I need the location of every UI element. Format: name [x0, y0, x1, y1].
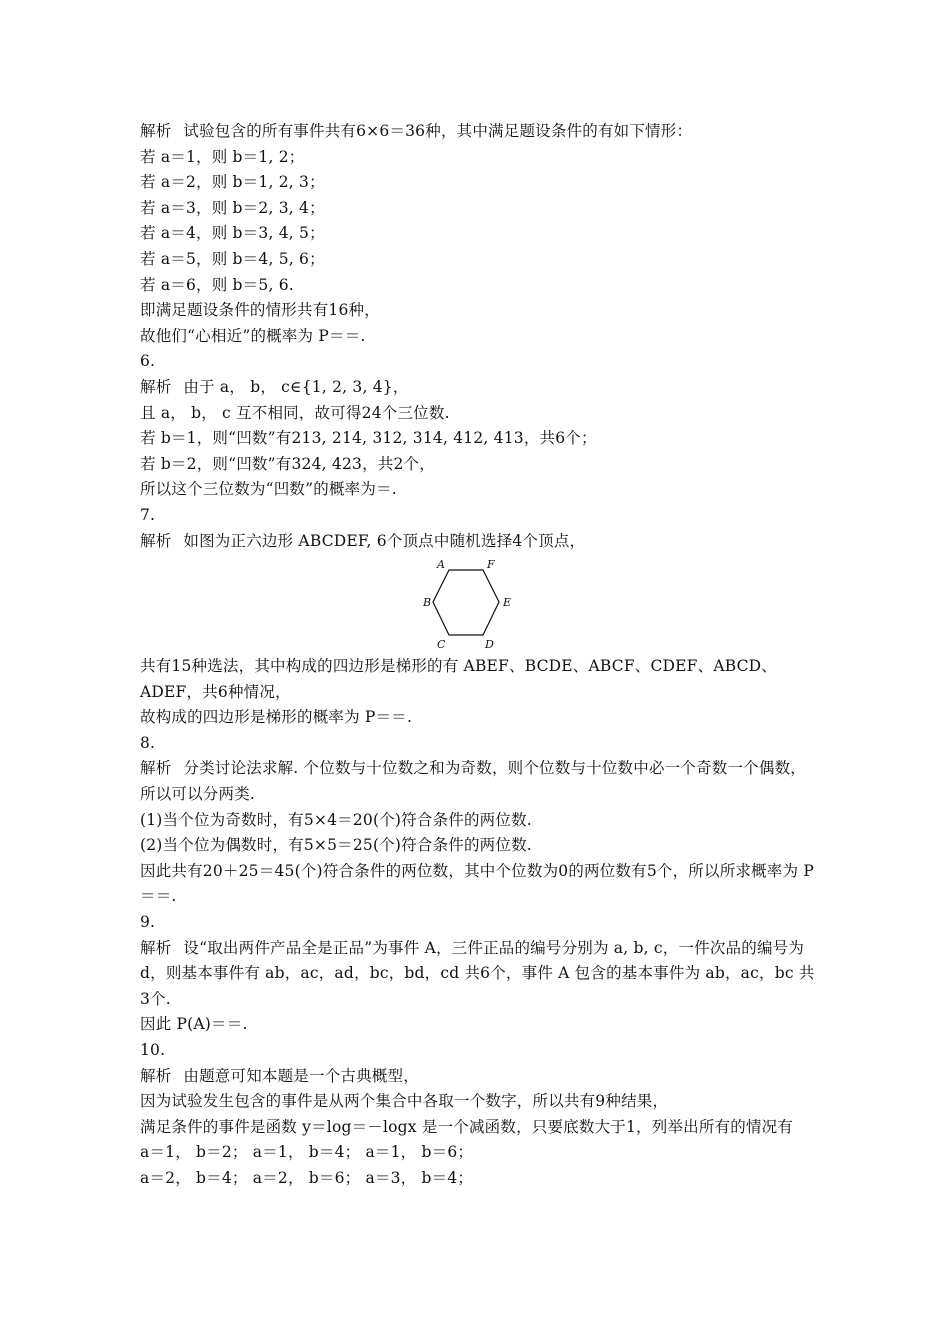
- vertex-label-f: F: [487, 558, 495, 572]
- s5-intro: [140, 119, 816, 145]
- s7-text: 如图为正六边形 ABCDEF, 6个顶点中随机选择4个顶点，: [183, 531, 586, 550]
- s5-case: 若 a＝6，则 b＝5, 6.: [140, 275, 294, 294]
- hexagon-shape: [433, 570, 499, 635]
- hexagon-figure: [140, 554, 816, 654]
- hexagon-diagram: [423, 558, 523, 650]
- s5-conclusion: 故他们“心相近”的概率为 P＝＝.: [140, 326, 366, 345]
- s8-text: 分类讨论法求解. 个位数与十位数之和为奇数，则个位数与十位数中必一个奇数一个偶数，所以可以分两类.: [140, 759, 806, 804]
- analysis-label: 解析: [140, 531, 172, 550]
- s5-summary: 即满足题设条件的情形共有16种，: [140, 301, 380, 320]
- s9-intro: [140, 936, 816, 1013]
- s8-line: (1)当个位为奇数时，有5×4＝20(个)符合条件的两位数.: [140, 810, 532, 829]
- vertex-label-c: C: [437, 638, 446, 651]
- analysis-label: 解析: [140, 122, 172, 140]
- s5-text: 试验包含的所有事件共有6×6＝36种，其中满足题设条件的有如下情形：: [183, 122, 693, 140]
- s6-line: 若 b＝1，则“凹数”有213, 214, 312, 314, 412, 413，共6个；: [140, 429, 597, 448]
- s5-case: 若 a＝2，则 b＝1, 2, 3；: [140, 173, 325, 192]
- s6-number: 6.: [140, 352, 156, 371]
- analysis-label: 解析: [140, 377, 172, 396]
- s9-number: 9.: [140, 913, 156, 932]
- vertex-label-a: A: [437, 558, 445, 572]
- vertex-label-b: B: [423, 596, 432, 610]
- s7-intro: [140, 529, 816, 555]
- s9-text: 设“取出两件产品全是正品”为事件 A，三件正品的编号分别为 a, b, c，一件次品的编号为 d，则基本事件有 ab，ac，ad，bc，bd，cd 共6个，事件 A 包含的基本事件为 ab，ac，bc 共3个.: [140, 938, 815, 1008]
- s6-line: 若 b＝2，则“凹数”有324, 423，共2个，: [140, 454, 435, 473]
- analysis-label: 解析: [140, 938, 172, 957]
- s10-line: a＝2， b＝4； a＝2， b＝6； a＝3， b＝4；: [140, 1168, 474, 1187]
- s9-conclusion: 因此 P(A)＝＝.: [140, 1015, 248, 1034]
- s6-text: 由于 a， b， c∈{1, 2, 3, 4}，: [183, 377, 409, 396]
- s5-case: 若 a＝4，则 b＝3, 4, 5；: [140, 224, 325, 243]
- s10-line: 因为试验发生包含的事件是从两个集合中各取一个数字，所以共有9种结果，: [140, 1092, 669, 1111]
- vertex-label-d: D: [485, 638, 494, 651]
- s5-case: 若 a＝5，则 b＝4, 5, 6；: [140, 249, 325, 268]
- s10-number: 10.: [140, 1041, 166, 1059]
- analysis-label: 解析: [140, 1066, 172, 1085]
- s8-line: 因此共有20＋25＝45(个)符合条件的两位数，其中个位数为0的两位数有5个，所以所求概率为 P＝＝.: [140, 861, 814, 906]
- solution-page: [140, 119, 816, 1192]
- s8-line: (2)当个位为偶数时，有5×5＝25(个)符合条件的两位数.: [140, 836, 532, 855]
- s6-line: 所以这个三位数为“凹数”的概率为＝.: [140, 480, 397, 499]
- analysis-label: 解析: [140, 759, 172, 778]
- s10-intro: [140, 1064, 816, 1090]
- s7-line: 故构成的四边形是梯形的概率为 P＝＝.: [140, 708, 413, 727]
- s10-line: a＝1， b＝2； a＝1， b＝4； a＝1， b＝6；: [140, 1143, 474, 1162]
- s6-line: 且 a， b， c 互不相同，故可得24个三位数.: [140, 403, 450, 422]
- s5-case: 若 a＝3，则 b＝2, 3, 4；: [140, 198, 325, 217]
- vertex-label-e: E: [503, 596, 512, 610]
- s5-case: 若 a＝1，则 b＝1, 2；: [140, 147, 305, 166]
- s7-number: 7.: [140, 505, 156, 524]
- s10-line: 满足条件的事件是函数 y＝log＝－logx 是一个减函数，只要底数大于1，列举出所有的情况有: [140, 1117, 794, 1136]
- s8-number: 8.: [140, 733, 156, 752]
- s7-line: 共有15种选法，其中构成的四边形是梯形的有 ABEF、BCDE、ABCF、CDEF、ABCD、ADEF，共6种情况，: [140, 657, 777, 701]
- s8-intro: [140, 756, 816, 807]
- s6-intro: [140, 375, 816, 401]
- s10-text: 由题意可知本题是一个古典概型，: [183, 1066, 419, 1085]
